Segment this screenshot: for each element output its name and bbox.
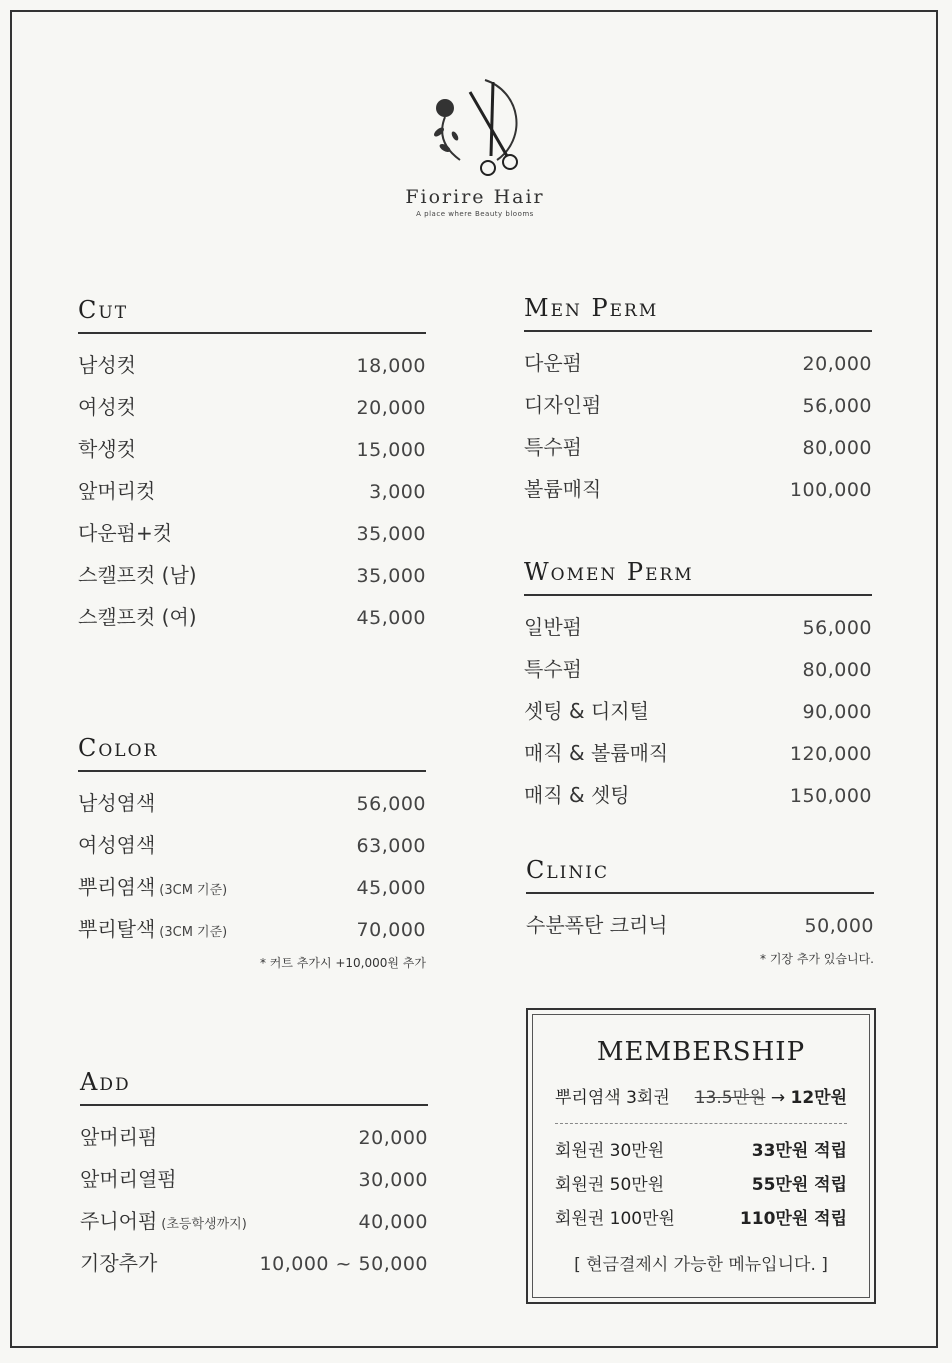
membership-box — [526, 1008, 876, 1304]
brand-name: Fiorire Hair — [405, 186, 545, 208]
scissors-rose-icon — [415, 72, 535, 182]
section-women-perm — [524, 558, 872, 816]
membership-promo: 뿌리염색 3회권 13.5만원 → 12만원 — [555, 1088, 847, 1108]
menu-item: 학생컷 15,000 — [78, 437, 426, 461]
clinic-footnote: * 기장 추가 있습니다. — [760, 952, 874, 966]
menu-item: 스캘프컷 (여) 45,000 — [78, 605, 426, 629]
menu-item: 특수펌 80,000 — [524, 435, 872, 459]
section-title: Color — [78, 734, 426, 772]
menu-item: 셋팅 & 디지털 90,000 — [524, 699, 872, 723]
menu-item: 다운펌 20,000 — [524, 351, 872, 375]
section-clinic — [526, 856, 874, 967]
color-footnote: * 커트 추가시 +10,000원 추가 — [259, 956, 426, 970]
menu-item: 매직 & 셋팅 150,000 — [524, 783, 872, 807]
menu-item: 앞머리컷 3,000 — [78, 479, 426, 503]
menu-item: 기장추가 10,000 ~ 50,000 — [80, 1251, 428, 1275]
section-color — [78, 734, 426, 971]
menu-item: 특수펌 80,000 — [524, 657, 872, 681]
section-title: Clinic — [526, 856, 874, 894]
menu-item: 뿌리탈색 (3CM 기준) 70,000 — [78, 917, 426, 941]
menu-item: 주니어펌 (초등학생까지) 40,000 — [80, 1209, 428, 1233]
menu-item: 뿌리염색 (3CM 기준) 45,000 — [78, 875, 426, 899]
section-cut — [78, 296, 426, 638]
brand-logo — [380, 72, 570, 232]
membership-title: MEMBERSHIP — [596, 1037, 806, 1067]
membership-footer: [ 현금결제시 가능한 메뉴입니다. ] — [574, 1255, 828, 1275]
section-add — [80, 1068, 428, 1284]
section-title: Women Perm — [524, 558, 872, 596]
menu-item: 볼륨매직 100,000 — [524, 477, 872, 501]
section-title: Men Perm — [524, 294, 872, 332]
menu-item: 여성염색 63,000 — [78, 833, 426, 857]
menu-item: 일반펌 56,000 — [524, 615, 872, 639]
menu-item: 매직 & 볼륨매직 120,000 — [524, 741, 872, 765]
section-men-perm — [524, 294, 872, 510]
brand-tagline: A place where Beauty blooms — [416, 210, 534, 218]
divider — [555, 1123, 847, 1124]
membership-tier: 회원권 50만원 55만원 적립 — [555, 1175, 847, 1195]
membership-tier: 회원권 100만원 110만원 적립 — [555, 1209, 847, 1229]
menu-item: 앞머리펌 20,000 — [80, 1125, 428, 1149]
menu-item: 다운펌+컷 35,000 — [78, 521, 426, 545]
menu-item: 여성컷 20,000 — [78, 395, 426, 419]
section-title: Cut — [78, 296, 426, 334]
membership-tier: 회원권 30만원 33만원 적립 — [555, 1141, 847, 1161]
section-title: Add — [80, 1068, 428, 1106]
menu-item: 디자인펌 56,000 — [524, 393, 872, 417]
menu-item: 수분폭탄 크리닉 50,000 — [526, 913, 874, 937]
menu-item: 스캘프컷 (남) 35,000 — [78, 563, 426, 587]
menu-item: 남성염색 56,000 — [78, 791, 426, 815]
menu-item: 앞머리열펌 30,000 — [80, 1167, 428, 1191]
menu-item: 남성컷 18,000 — [78, 353, 426, 377]
